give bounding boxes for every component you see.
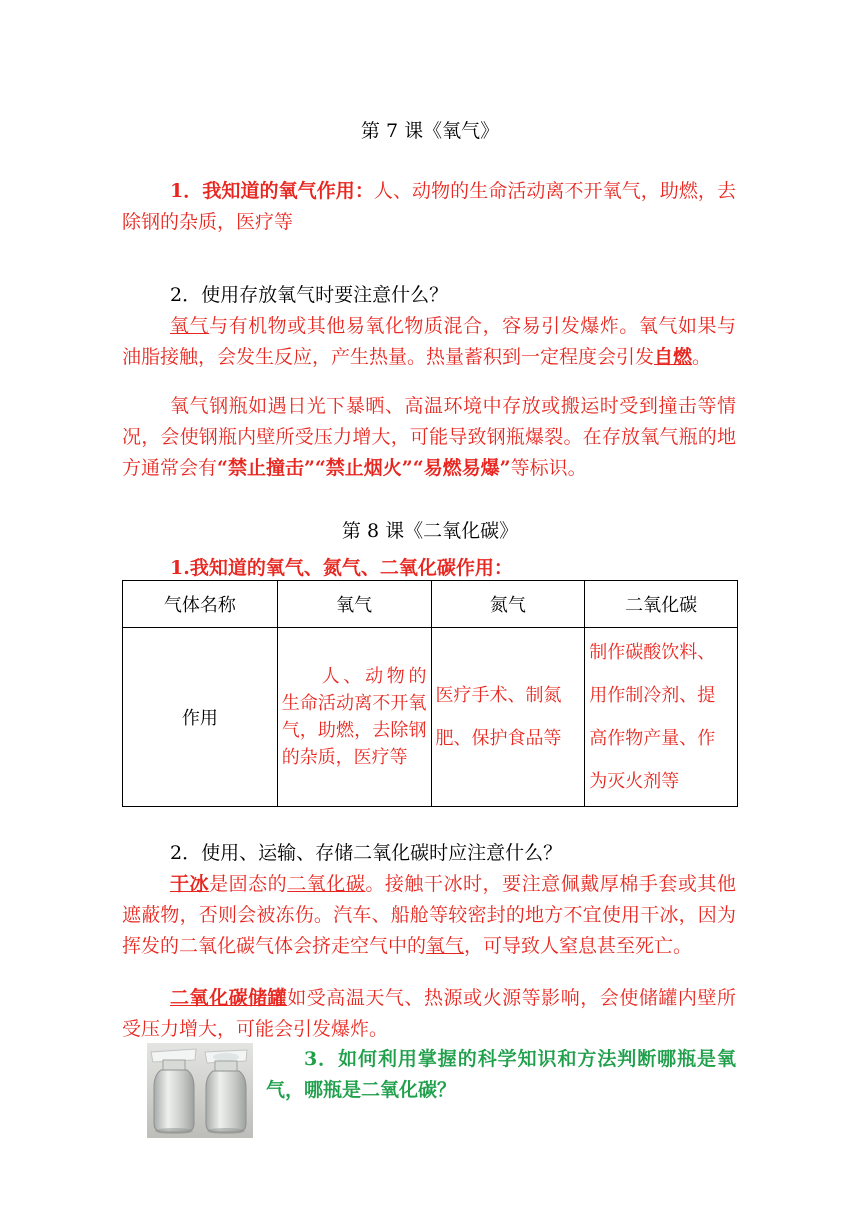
lesson8-title: 第 8 课《二氧化碳》 [341,520,519,542]
warning-signs: “禁止撞击”“禁止烟火”“易燃易爆” [217,457,511,479]
cell-co2-uses: 制作碳酸饮料、用作制冷剂、提高作物产量、作为灭火剂等 [585,628,738,807]
paragraph-end: ，可导致人窒息甚至死亡。 [464,935,693,957]
lesson7-paragraph-oxygen-hazard [122,311,736,373]
term-oxygen-2: 氧气 [426,935,465,957]
two-jars-photo [147,1043,253,1138]
lesson7-q2-label: 2．使用存放氧气时要注意什么？ [170,284,449,306]
lesson8-q3 [266,1044,736,1106]
paragraph-text: 氧气钢瓶如遇日光下暴晒、高温环境中存放或搬运时受到撞击等情况，会使钢瓶内壁所受压力增大，可能导致钢瓶爆裂。在存放氧气瓶的地方通常会有 [122,395,736,479]
table-header-row [123,581,738,628]
term-co2: 二氧化碳 [287,873,366,895]
paragraph-end: 。 [692,346,712,368]
term-co2-tank: 二氧化碳储罐 [170,987,288,1009]
term-oxygen: 氧气 [170,315,210,337]
lesson8-paragraph-tank [122,983,736,1045]
header-co2: 二氧化碳 [585,581,738,628]
lesson7-q1-label: 1．我知道的氧气作用： [170,180,374,202]
header-nitrogen: 氮气 [431,581,585,628]
term-dry-ice: 干冰 [170,873,210,895]
header-gas-name: 气体名称 [123,581,278,628]
lesson8-q3-text: 3．如何利用掌握的科学知识和方法判断哪瓶是氧气，哪瓶是二氧化碳？ [266,1048,736,1101]
lesson7-paragraph-cylinder [122,391,736,484]
paragraph-text: 是固态的 [209,873,288,895]
lesson7-q1 [122,176,736,238]
row-label-uses: 作用 [123,628,278,807]
header-oxygen: 氧气 [277,581,431,628]
term-spontaneous-combustion: 自燃 [654,346,693,368]
paragraph-text: 与有机物或其他易氧化物质混合，容易引发爆炸。氧气如果与油脂接触，会发生反应，产生热量。热量蓄积到一定程度会引发 [122,315,736,368]
lesson7-q1-answer: 人、动物的生命活动离不开氧气，助燃，去除钢的杂质，医疗等 [122,180,736,233]
lesson8-paragraph-dry-ice [122,869,736,962]
lesson7-title: 第 7 课《氧气》 [360,120,500,142]
lesson8-q2-label: 2．使用、运输、存储二氧化碳时应注意什么？ [170,842,563,864]
paragraph-text-2: 。接触干冰时，要注意佩戴厚棉手套或其他遮蔽物，否则会被冻伤。汽车、船舱等较密封的地方不宜使用干冰，因为挥发的二氧化碳气体会挤走空气中的 [122,873,736,957]
lesson8-q1-text: 1.我知道的氧气、氮气、二氧化碳作用： [170,557,513,579]
paragraph-text: 如受高温天气、热源或火源等影响，会使储罐内壁所受压力增大，可能会引发爆炸。 [122,987,736,1040]
cell-oxygen-uses: 人、动物的生命活动离不开氧气，助燃，去除钢的杂质，医疗等 [277,628,431,807]
gas-uses-table [122,580,738,807]
jars-image [147,1043,253,1138]
paragraph-end: 等标识。 [510,457,587,479]
cell-nitrogen-uses: 医疗手术、制氮肥、保护食品等 [431,628,585,807]
table-row [123,628,738,807]
